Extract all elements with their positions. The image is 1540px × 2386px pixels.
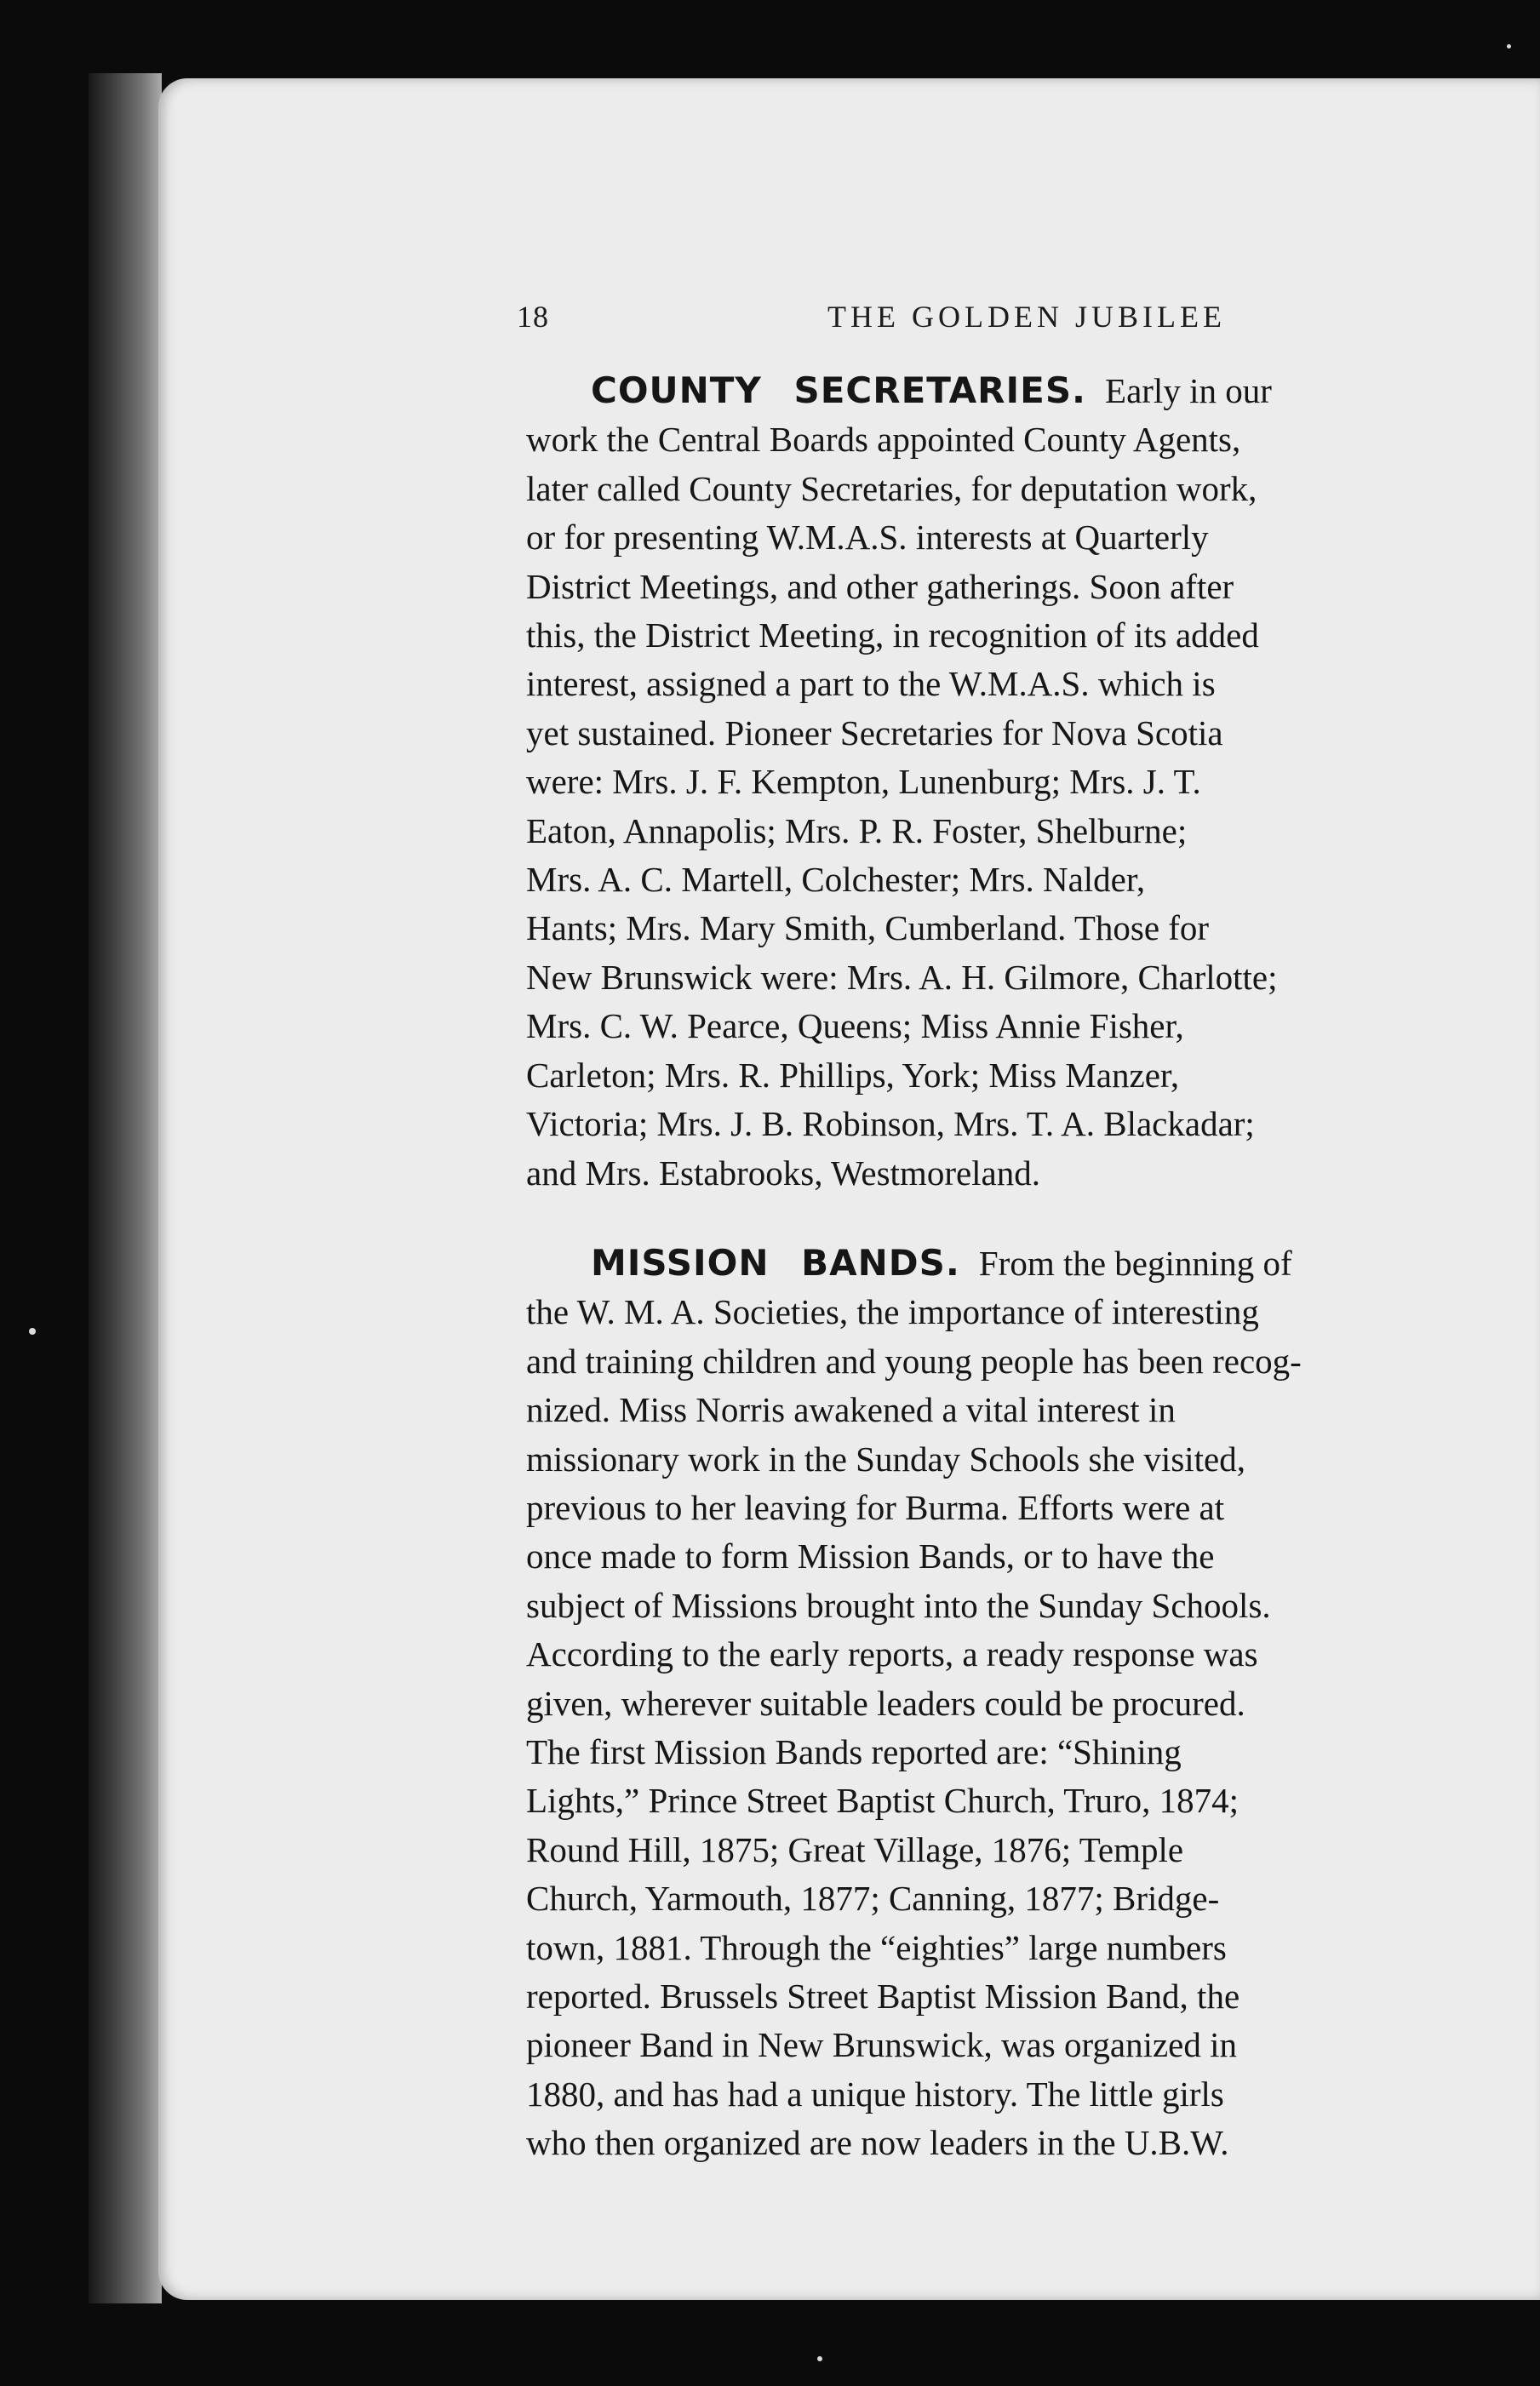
book-binding-edge — [89, 73, 162, 2303]
text-line: Church, Yarmouth, 1877; Canning, 1877; Bridge- — [526, 1879, 1220, 1919]
text-line: pioneer Band in New Brunswick, was organized in — [526, 2025, 1237, 2065]
text-line: given, wherever suitable leaders could be procured. — [526, 1683, 1245, 1723]
text-line: town, 1881. Through the “eighties” large numbers — [526, 1927, 1227, 1967]
text-run: From the beginning of — [978, 1243, 1292, 1283]
text-line: Carleton; Mrs. R. Phillips, York; Miss Manzer, — [526, 1055, 1180, 1095]
text-line: and Mrs. Estabrooks, Westmoreland. — [526, 1153, 1041, 1193]
text-line — [526, 1239, 1540, 1288]
text-line: Hants; Mrs. Mary Smith, Cumberland. Those for — [526, 908, 1210, 948]
text-line: nized. Miss Norris awakened a vital interest in — [526, 1390, 1176, 1430]
section-heading: COUNTY SECRETARIES. — [591, 369, 1087, 411]
paragraph-mission-bands — [526, 1239, 1540, 2168]
text-line: or for presenting W.M.A.S. interests at Quarterly — [526, 518, 1209, 558]
running-title: THE GOLDEN JUBILEE — [827, 300, 1226, 334]
text-line: Eaton, Annapolis; Mrs. P. R. Foster, Shelburne; — [526, 810, 1188, 850]
text-line: According to the early reports, a ready response was — [526, 1634, 1258, 1674]
text-line: the W. M. A. Societies, the importance of interesting — [526, 1292, 1259, 1332]
page-number: 18 — [517, 300, 549, 334]
text-line: New Brunswick were: Mrs. A. H. Gilmore, Charlotte; — [526, 957, 1278, 997]
text-line — [526, 366, 1540, 415]
text-line: missionary work in the Sunday Schools she visited, — [526, 1439, 1246, 1479]
text-line: and training children and young people has been recog- — [526, 1341, 1302, 1381]
text-line: who then organized are now leaders in the U.B.W. — [526, 2123, 1229, 2163]
text-line: subject of Missions brought into the Sunday Schools. — [526, 1585, 1271, 1625]
text-line: work the Central Boards appointed County Agents, — [526, 420, 1241, 460]
text-line: interest, assigned a part to the W.M.A.S. which is — [526, 664, 1216, 704]
text-line: Round Hill, 1875; Great Village, 1876; Temple — [526, 1829, 1184, 1869]
text-line: once made to form Mission Bands, or to have the — [526, 1536, 1215, 1576]
text-line: The first Mission Bands reported are: “Shining — [526, 1731, 1182, 1771]
text-line: later called County Secretaries, for deputation work, — [526, 468, 1257, 508]
text-line: District Meetings, and other gatherings. Soon after — [526, 566, 1234, 606]
body-text — [526, 366, 1540, 2168]
text-line: Mrs. A. C. Martell, Colchester; Mrs. Nalder, — [526, 860, 1146, 900]
scan-speck — [29, 1328, 36, 1335]
text-line: Victoria; Mrs. J. B. Robinson, Mrs. T. A. Blackadar; — [526, 1104, 1255, 1144]
text-line: this, the District Meeting, in recognition of its added — [526, 615, 1259, 655]
scan-speck — [817, 2356, 822, 2361]
text-line: reported. Brussels Street Baptist Mission Band, the — [526, 1977, 1240, 2016]
text-line: yet sustained. Pioneer Secretaries for Nova Scotia — [526, 712, 1223, 752]
text-run: Early in our — [1105, 371, 1272, 410]
text-line: Lights,” Prince Street Baptist Church, Truro, 1874; — [526, 1781, 1239, 1821]
text-line: were: Mrs. J. F. Kempton, Lunenburg; Mrs. J. T. — [526, 762, 1201, 802]
scan-speck — [1507, 44, 1511, 49]
text-line: previous to her leaving for Burma. Efforts were at — [526, 1487, 1225, 1527]
text-line: 1880, and has had a unique history. The little girls — [526, 2074, 1224, 2114]
text-line: Mrs. C. W. Pearce, Queens; Miss Annie Fisher, — [526, 1006, 1184, 1046]
paragraph-county-secretaries — [526, 366, 1540, 1198]
section-heading: MISSION BANDS. — [591, 1241, 960, 1284]
